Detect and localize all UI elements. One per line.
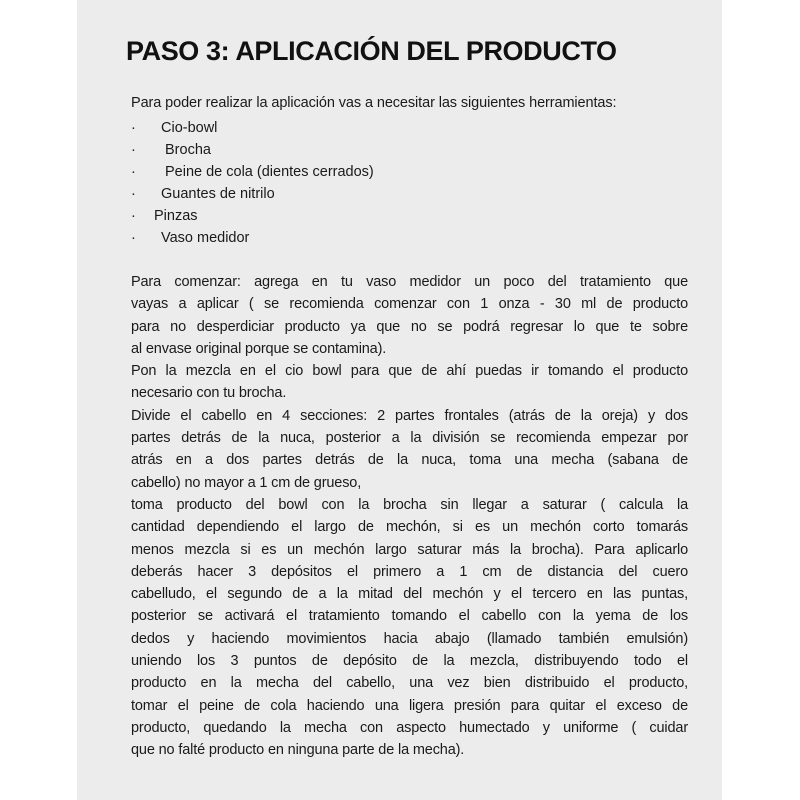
body-line: partes detrás de la nuca, posterior a la división se recomienda empezar por <box>131 430 688 447</box>
body-line: Pon la mezcla en el cio bowl para que de ahí puedas ir tomando el producto <box>131 363 688 380</box>
body-line: tomar el peine de cola haciendo una ligera presión para quitar el exceso de <box>131 697 688 714</box>
body-line: producto en la mecha del cabello, una vez bien distribuido el producto, <box>131 675 688 692</box>
body-line: toma producto del bowl con la brocha sin llegar a saturar ( calcula la <box>131 496 688 513</box>
bullet-icon: · <box>131 164 136 180</box>
list-item: · Pinzas <box>131 205 374 227</box>
body-line: menos mezcla si es un mechón largo saturar más la brocha). Para aplicarlo <box>131 541 688 558</box>
list-item: · Guantes de nitrilo <box>131 183 374 205</box>
list-item: · Vaso medidor <box>131 227 374 249</box>
body-line: para no desperdiciar producto ya que no se podrá regresar lo que te sobre <box>131 318 688 335</box>
body-line: necesario con tu brocha. <box>131 385 287 402</box>
body-line: cabelludo, el segundo de a la mitad del mechón y el tercero en las puntas, <box>131 586 688 603</box>
body-line: Para comenzar: agrega en tu vaso medidor un poco del tratamiento que <box>131 274 688 290</box>
body-line: al envase original porque se contamina). <box>131 340 387 357</box>
body-line: uniendo los 3 puntos de depósito de la mezcla, distribuyendo todo el <box>131 653 688 670</box>
body-line: vayas a aplicar ( se recomienda comenzar con 1 onza - 30 ml de producto <box>131 296 688 313</box>
list-item: · Peine de cola (dientes cerrados) <box>131 161 374 183</box>
instructions-body <box>131 271 688 762</box>
body-line: cantidad dependiendo el largo de mechón, si es un mechón corto tomarás <box>131 519 688 536</box>
bullet-icon: · <box>131 120 136 136</box>
intro-text: Para poder realizar la aplicación vas a necesitar las siguientes herramientas: <box>131 95 617 111</box>
body-line: deberás hacer 3 depósitos el primero a 1 cm de distancia del cuero <box>131 563 688 580</box>
bullet-icon: · <box>131 208 136 224</box>
list-item: · Brocha <box>131 139 374 161</box>
body-line: cabello) no mayor a 1 cm de grueso, <box>131 474 362 491</box>
bullet-icon: · <box>131 186 136 202</box>
body-line: Divide el cabello en 4 secciones: 2 partes frontales (atrás de la oreja) y dos <box>131 407 688 424</box>
page-title: PASO 3: APLICACIÓN DEL PRODUCTO <box>126 36 617 66</box>
body-line: atrás en a dos partes detrás de la nuca, toma una mecha (sabana de <box>131 452 688 469</box>
body-line: que no falté producto en ninguna parte de la mecha). <box>131 742 465 759</box>
body-line: producto, quedando la mecha con aspecto humectado y uniforme ( cuidar <box>131 719 688 736</box>
body-line: dedos y haciendo movimientos hacia abajo (llamado también emulsión) <box>131 630 688 647</box>
bullet-icon: · <box>131 142 136 158</box>
list-item: · Cio-bowl <box>131 117 374 139</box>
bullet-icon: · <box>131 230 136 246</box>
tools-list <box>131 117 374 249</box>
body-line: posterior se activará el tratamiento tomando el cabello con la yema de los <box>131 608 688 625</box>
